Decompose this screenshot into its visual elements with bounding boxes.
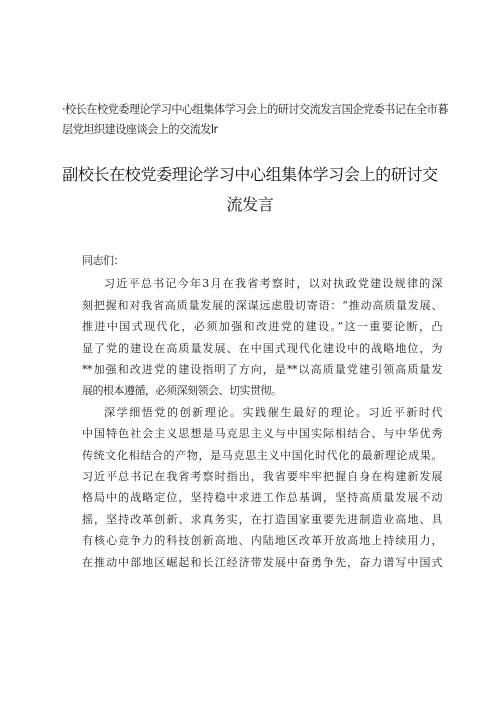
body-line: 推进中国式现代化，必须加强和改进党的建设。”这一重要论断，凸 xyxy=(82,320,442,334)
document-title xyxy=(60,160,440,220)
body-line: 展的根本遵循，必须深刻领会、切实贯彻。 xyxy=(82,384,282,398)
body-line: 有核心竞争力的科技创新高地、内陆地区改革开放高地上持续用力， xyxy=(82,534,442,548)
body-line: 摇，坚持改革创新、求真务实，在打造国家重要先进制造业高地、具 xyxy=(82,512,442,526)
body-line: 显了党的建设在高质量发展、在中国式现代化建设中的战略地位，为 xyxy=(82,341,442,355)
title-line-2: 流发言 xyxy=(226,195,274,214)
salutation: 同志们： xyxy=(82,254,124,267)
body-line: 在推动中部地区崛起和长江经济带发展中奋勇争先，奋力谱写中国式 xyxy=(82,555,442,569)
body-line: 深学细悟党的创新理论。实践催生最好的理论。习近平新时代 xyxy=(104,405,442,419)
document-header-text: ·校长在校党委理论学习中心组集体学习会上的研讨交流发言国企党委书记在全市暮层党坦织建设座谈会上的交流发lr xyxy=(62,103,448,136)
title-line-1: 副校长在校党委理论学习中心组集体学习会上的研讨交 xyxy=(62,165,438,184)
document-body xyxy=(82,250,442,573)
body-line: 传统文化相结合的产物，是马克思主义中国化时代化的最新理论成果。 xyxy=(82,448,442,462)
body-line: 习近平总书记今年3月在我省考察时，以对执政党建设规律的深 xyxy=(104,277,442,291)
body-line: 格局中的战略定位，坚持稳中求进工作总基调，坚持高质量发展不动 xyxy=(82,491,442,505)
body-line: 习近平总书记在我省考察时指出，我省要牢牢把握自身在构建新发展 xyxy=(82,470,442,484)
body-line: 刻把握和对我省高质量发展的深谋远虑殷切寄语：“推动高质量发展、 xyxy=(82,298,442,312)
body-line: 中国特色社会主义思想是马克思主义与中国实际相结合、与中华优秀 xyxy=(82,427,442,441)
body-line: **加强和改进党的建设指明了方向，是**以高质量党建引领高质量发 xyxy=(82,363,442,377)
